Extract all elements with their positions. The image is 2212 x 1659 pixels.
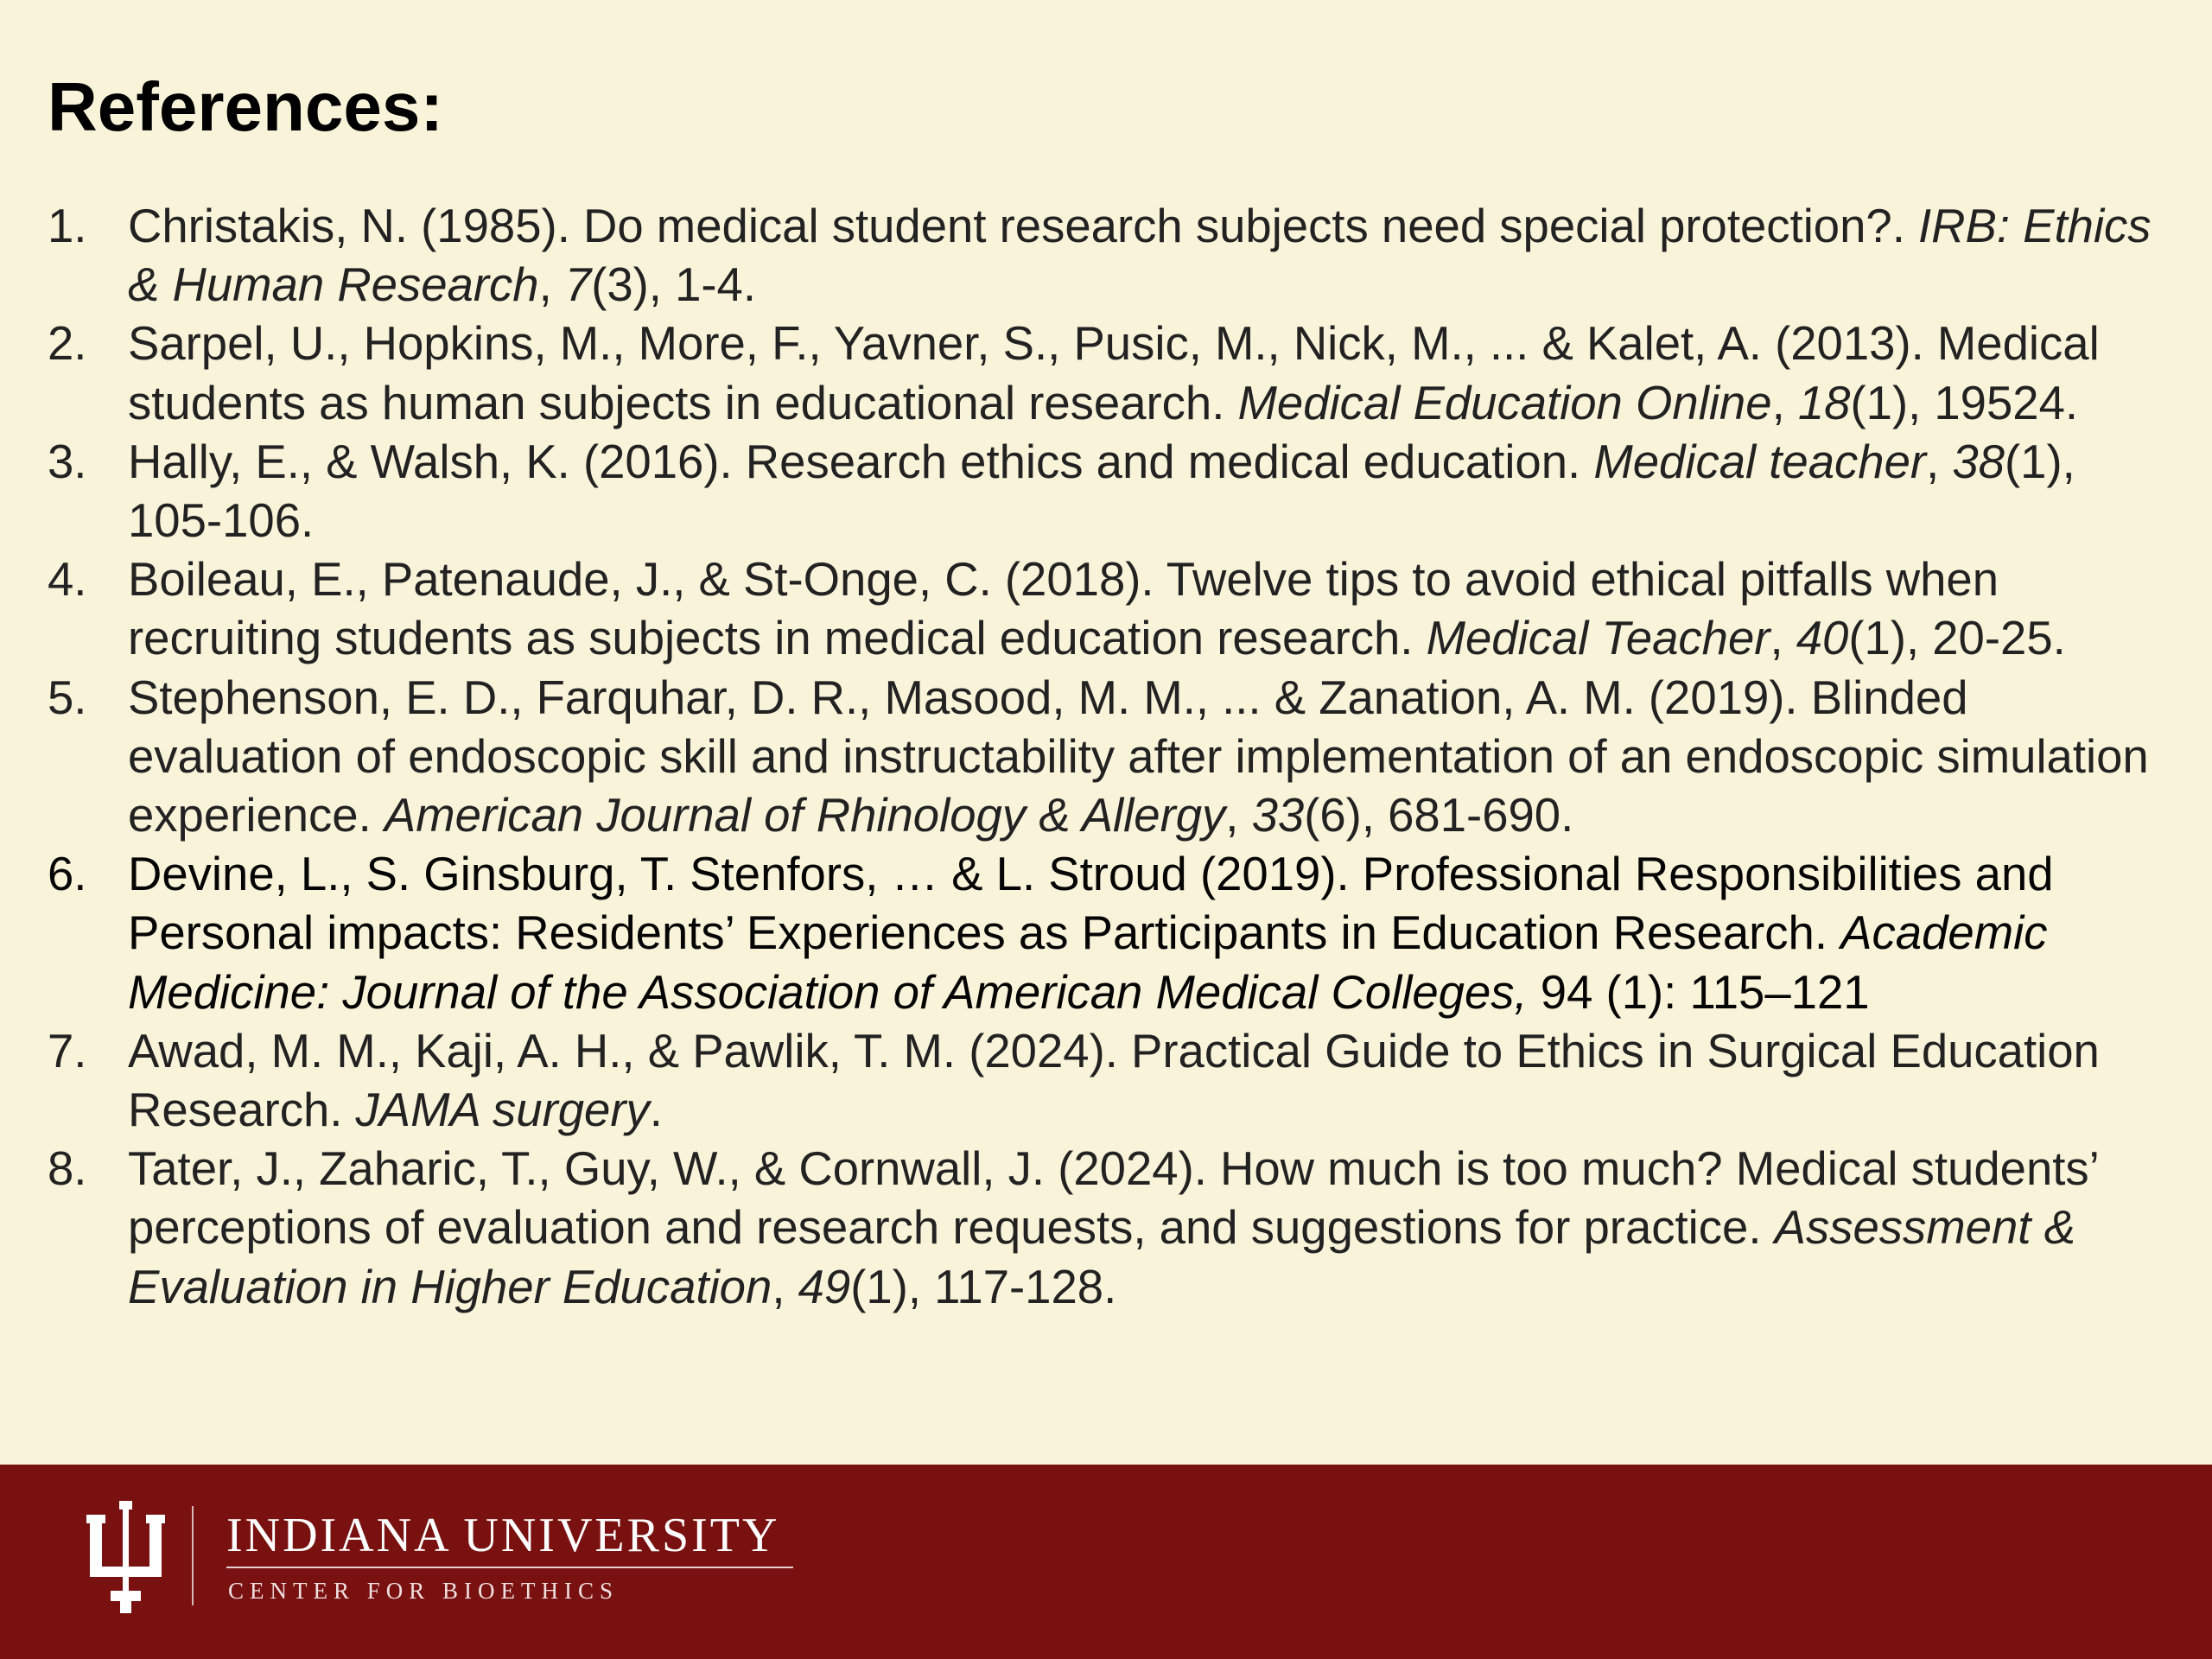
reference-text xyxy=(128,1142,2098,1313)
reference-number: 6. xyxy=(48,848,87,901)
reference-italic-segment: 49 xyxy=(798,1260,851,1313)
reference-segment: (1), 105-106. xyxy=(128,435,2075,548)
reference-italic-segment: Assessment & Evaluation in Higher Education xyxy=(128,1201,2075,1313)
logo-divider xyxy=(192,1506,194,1605)
reference-segment: , xyxy=(1225,789,1252,842)
reference-segment: , xyxy=(538,258,565,312)
reference-italic-segment: IRB: Ethics & Human Research xyxy=(128,200,2152,312)
reference-segment: (1), 20-25. xyxy=(1848,612,2066,665)
reference-segment: Boileau, E., Patenaude, J., & St-Onge, C. (2018). Twelve tips to avoid ethical pitfalls when recruiting students as subjects in medical education research. xyxy=(128,553,1999,665)
reference-number: 1. xyxy=(48,200,87,252)
reference-segment: Stephenson, E. D., Farquhar, D. R., Masood, M. M., ... & Zanation, A. M. (2019). Blinded evaluation of endoscopic skill and instructability after implementation of an endoscopic simulation experience. xyxy=(128,671,2149,842)
reference-segment: , xyxy=(1771,376,1798,429)
reference-italic-segment: Medical teacher xyxy=(1593,435,1927,488)
iu-trident-icon xyxy=(85,1501,167,1613)
reference-item xyxy=(48,669,2173,846)
center-name: CENTER FOR BIOETHICS xyxy=(228,1578,620,1604)
reference-segment: 94 (1): 115–121 xyxy=(1527,965,1870,1019)
reference-text xyxy=(128,671,2149,842)
reference-item xyxy=(48,1022,2173,1140)
wordmark-rule xyxy=(226,1567,793,1568)
reference-number: 4. xyxy=(48,553,87,607)
reference-number: 5. xyxy=(48,671,87,724)
reference-segment: , xyxy=(1926,435,1953,488)
reference-text xyxy=(128,848,2054,1018)
reference-segment: (1), 19524. xyxy=(1850,376,2079,429)
reference-segment: Hally, E., & Walsh, K. (2016). Research ethics and medical education. xyxy=(128,435,1594,488)
reference-item xyxy=(48,315,2173,432)
reference-italic-segment: 38 xyxy=(1952,435,2005,488)
reference-italic-segment: 33 xyxy=(1251,789,1305,842)
reference-list xyxy=(48,197,2173,1317)
reference-number: 8. xyxy=(48,1142,87,1196)
reference-number: 2. xyxy=(48,317,87,371)
reference-item xyxy=(48,197,2173,315)
reference-segment: . xyxy=(649,1084,663,1137)
reference-segment: Awad, M. M., Kaji, A. H., & Pawlik, T. M. (2024). Practical Guide to Ethics in Surgical Education Research. xyxy=(128,1024,2100,1137)
reference-number: 3. xyxy=(48,435,87,488)
reference-segment: , xyxy=(772,1260,798,1313)
reference-segment: , xyxy=(1770,612,1796,665)
reference-italic-segment: 18 xyxy=(1797,376,1851,429)
reference-segment: Tater, J., Zaharic, T., Guy, W., & Cornwall, J. (2024). How much is too much? Medical students’ perceptions of evaluation and research requests, and suggestions for practice. xyxy=(128,1142,2098,1255)
reference-text xyxy=(128,435,2075,547)
reference-italic-segment: Academic Medicine: Journal of the Association of American Medical Colleges, xyxy=(128,906,2048,1019)
reference-number: 7. xyxy=(48,1024,87,1077)
reference-text xyxy=(128,200,2152,311)
reference-segment: (1), 117-128. xyxy=(850,1260,1117,1313)
reference-segment: Devine, L., S. Ginsburg, T. Stenfors, … & L. Stroud (2019). Professional Responsibilities and Personal impacts: Residents’ Experiences as Participants in Education Research. xyxy=(128,848,2054,960)
footer-banner xyxy=(0,1465,2212,1659)
reference-item xyxy=(48,845,2173,1022)
reference-italic-segment: Medical Teacher xyxy=(1426,612,1770,665)
reference-item xyxy=(48,433,2173,550)
slide-title: References: xyxy=(48,68,444,145)
reference-segment: Christakis, N. (1985). Do medical student research subjects need special protection?. xyxy=(128,200,1919,252)
university-name: INDIANA UNIVERSITY xyxy=(226,1509,780,1562)
reference-italic-segment: Medical Education Online xyxy=(1237,376,1772,429)
reference-italic-segment: 7 xyxy=(564,258,592,312)
reference-segment: (3), 1-4. xyxy=(591,258,756,312)
reference-segment: Sarpel, U., Hopkins, M., More, F., Yavner, S., Pusic, M., Nick, M., ... & Kalet, A. (2013). Medical students as human subjects in educational research. xyxy=(128,317,2100,429)
reference-text xyxy=(128,1025,2100,1136)
reference-item xyxy=(48,1140,2173,1317)
reference-italic-segment: 40 xyxy=(1796,612,1849,665)
reference-item xyxy=(48,550,2173,668)
reference-text xyxy=(128,553,2066,664)
reference-italic-segment: JAMA surgery xyxy=(355,1084,650,1137)
reference-italic-segment: American Journal of Rhinology & Allergy xyxy=(384,789,1226,842)
reference-text xyxy=(128,317,2100,429)
reference-segment: (6), 681-690. xyxy=(1304,789,1574,842)
